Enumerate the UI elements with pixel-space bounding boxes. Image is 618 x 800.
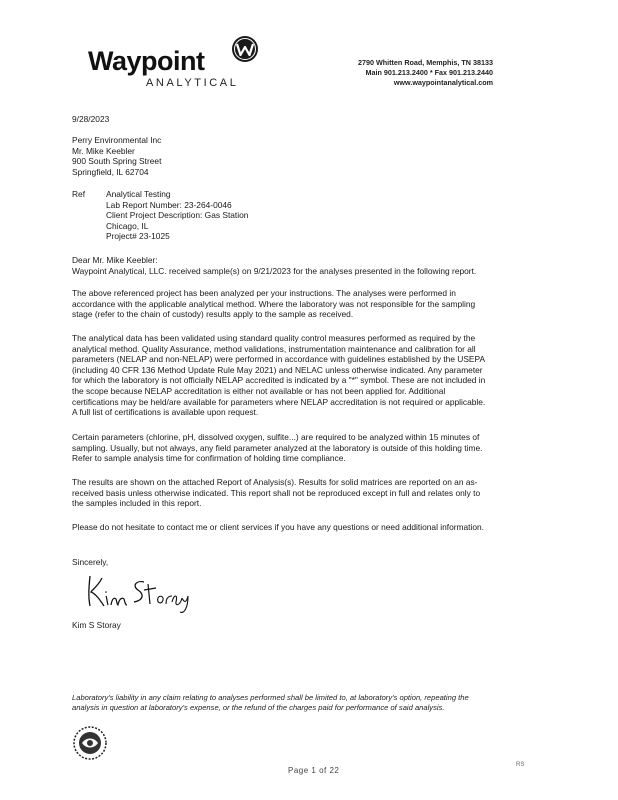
company-website: www.waypointanalytical.com [393, 78, 493, 87]
paragraph-line: (including 40 CFR 136 Method Update Rule May 2021) and NELAC unless otherwise indicated. Any parameter [72, 364, 483, 375]
paragraph-line: Please do not hesitate to contact me or client services if you have any questions or need additional information. [72, 522, 485, 532]
paragraph-line: received basis unless otherwise indicated. This report shall not be reproduced except in full and relates only to [72, 487, 481, 498]
company-address-block [283, 58, 493, 88]
body-paragraph [72, 333, 485, 418]
paragraph-line: the samples included in this report. [72, 498, 202, 509]
closing: Sincerely, [72, 557, 109, 567]
page-number: Page 1 of 22 [288, 766, 340, 775]
ref-line: Lab Report Number: 23-264-0046 [106, 199, 232, 210]
paragraph-line: The analytical data has been validated using standard quality control measures performed as required by the [72, 333, 476, 343]
signature [84, 568, 194, 614]
paragraph-line: certifications may be held/are available for parameters where NELAP accreditation is not required or applicable. [72, 396, 486, 407]
recipient-line: Springfield, IL 62704 [72, 166, 149, 177]
waypoint-w-icon [230, 34, 260, 64]
recipient-line: 900 South Spring Street [72, 156, 162, 167]
ref-line: Analytical Testing [106, 189, 171, 199]
paragraph-line: sampling. Usually, but not always, any field parameter analyzed at the laboratory is outside of this holding time. [72, 442, 483, 453]
disclaimer-line: analysis in question at laboratory's expense, or the refund of the charges paid for performance of said analysis. [72, 703, 445, 712]
paragraph-line: Refer to sample analysis time for confirmation of holding time compliance. [72, 453, 346, 464]
company-phone-fax: Main 901.213.2400 * Fax 901.213.2440 [365, 68, 493, 77]
intro-line: Waypoint Analytical, LLC. received sample(s) on 9/21/2023 for the analyses presented in the following report. [72, 266, 477, 276]
paragraph-line: analytical method. Quality Assurance, method validations, instrumentation maintenance and calibration for all [72, 343, 476, 354]
company-logo [88, 46, 270, 98]
paragraph-line: stage (refer to the chain of custody) results apply to the sample as received. [72, 309, 354, 320]
body-paragraph [72, 432, 482, 464]
recipient-address [72, 135, 161, 177]
paragraph-line: parameters (NELAP and non-NELAP) were performed in accordance with guidelines established by the USEPA [72, 354, 486, 365]
logo-subtitle: ANALYTICAL [146, 77, 239, 89]
body-paragraph [72, 288, 475, 320]
company-address: 2790 Whitten Road, Memphis, TN 38133 [357, 58, 493, 67]
accreditation-seal [72, 725, 108, 761]
ref-line: Project# 23-1025 [106, 231, 170, 242]
footer-code: RS [516, 762, 525, 768]
paragraph-line: for which the laboratory is not officially NELAP accredited is indicated by a "*" symbol. These are not included in [72, 375, 486, 386]
recipient-line: Perry Environmental Inc [72, 135, 162, 145]
disclaimer-line: Laboratory's liability in any claim relating to analyses performed shall be limited to, at laboratory's option, repeating the [72, 693, 469, 702]
paragraph-line: A full list of certifications is available upon request. [72, 407, 259, 418]
paragraph-line: The results are shown on the attached Report of Analysis(s). Results for solid matrices are reported on an as- [72, 477, 478, 487]
ref-details [106, 189, 248, 242]
ref-line: Chicago, IL [106, 220, 149, 231]
logo-wordmark: Waypoint [88, 46, 205, 76]
paragraph-line: the scope because NELAP accreditation is either not available or has not been applied for. Additional [72, 385, 446, 396]
paragraph-line: The above referenced project has been analyzed per your instructions. The analyses were performed in [72, 288, 456, 298]
recipient-line: Mr. Mike Keebler [72, 145, 135, 156]
ref-line: Client Project Description: Gas Station [106, 210, 249, 221]
letter-date: 9/28/2023 [72, 114, 110, 124]
paragraph-line: accordance with the applicable analytical method. Where the laboratory was not responsible for the sampling [72, 298, 476, 309]
body-paragraph [72, 522, 484, 533]
liability-disclaimer [72, 693, 469, 713]
ref-label: Ref [72, 189, 86, 199]
signer-name: Kim S Storay [72, 620, 121, 630]
paragraph-line: Certain parameters (chlorine, pH, dissolved oxygen, sulfite...) are required to be analyzed within 15 minutes of [72, 432, 480, 442]
body-paragraph [72, 477, 480, 509]
salutation: Dear Mr. Mike Keebler: [72, 255, 158, 265]
